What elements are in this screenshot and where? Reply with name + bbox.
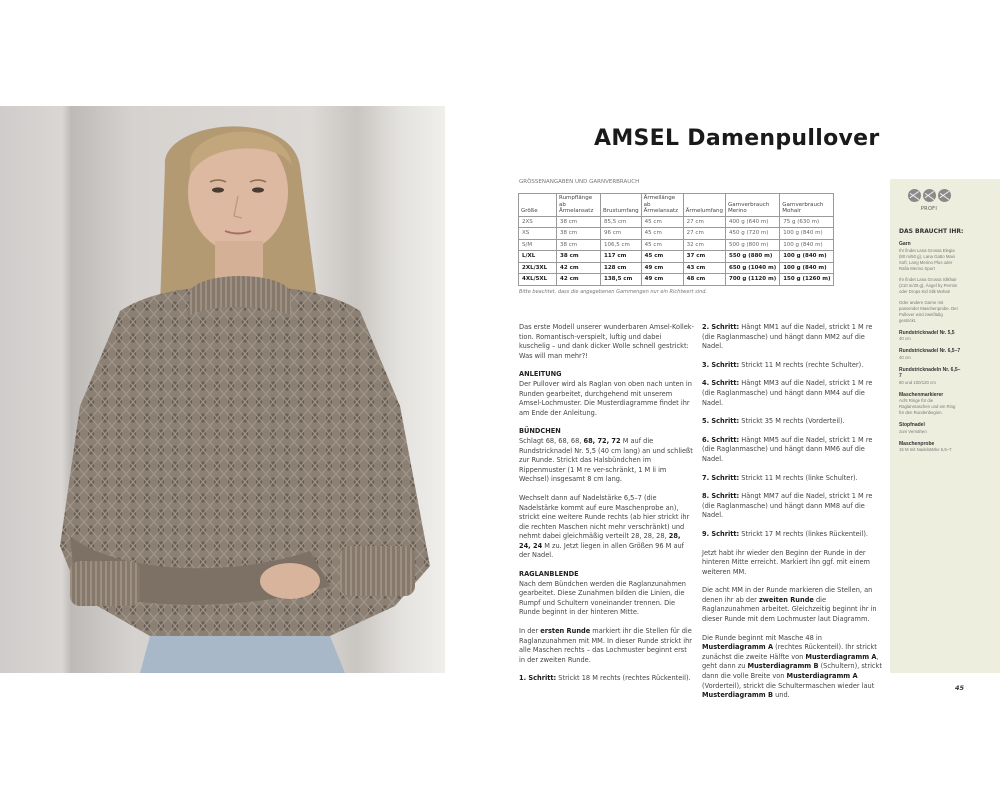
step-text: Hängt MM5 auf die Nadel, strickt 1 M re (die Raglanmasche) und hängt dann MM6 auf die Nadel. [702,435,873,463]
table-cell: 500 g (800 m) [726,239,780,251]
materials-text: Acht Ringe für die Raglanmaschen und ein Ring für den Rundenbeginn. [899,398,956,415]
step-7 [702,474,882,484]
materials-text: 15 M mit Nadelstärke 6,5–7 [899,447,952,452]
table-cell: 400 g (640 m) [726,216,780,228]
table-cell: 650 g (1040 m) [726,262,780,274]
materials-list [899,241,961,459]
table-cell: 38 cm [557,228,601,240]
step-text: Hängt MM7 auf die Nadel, strickt 1 M re (die Raglanmasche) und hängt dann MM8 auf die Nadel. [702,492,873,520]
materials-label: Stopfnadel [899,422,925,428]
text-span: Die acht MM in der Runde markieren die Stellen, an denen ihr ab der [702,586,873,604]
materials-label: Maschenprobe [899,440,935,447]
yarn-ball-icon [923,189,936,202]
table-cell: 100 g (840 m) [780,251,834,263]
step-label: 9. Schritt: [702,529,740,538]
table-cell: 100 g (840 m) [780,262,834,274]
section-heading-buendchen: BÜNDCHEN [519,427,561,436]
table-cell: 150 g (1260 m) [780,274,834,286]
table-cell: 100 g (840 m) [780,228,834,240]
step-9 [702,530,882,540]
materials-text: zum Vernähen [899,428,927,434]
text-span: die Raglanzunahmen arbeitet. Gleichzeitig beginnt ihr in dieser Runde mit dem Lochmuster laut Diagramm. [702,595,877,624]
header-cell: Ärmellänge ab Ärmelansatz [641,194,683,217]
step-label: 3. Schritt: [702,360,740,369]
table-cell: 27 cm [683,228,725,240]
text-span: Wechselt dann auf Nadelstärke 6,5–7 (die Nadelstärke kommt auf eure Maschenprobe an), strickt eine weitere Runde rechts (ab hier strickt ihr die rechten Maschen nicht mehr verschränkt) und nehmt dabei gleichmäßig verteilt 28, 28, 28, [519,493,690,541]
step-text: Hängt MM1 auf die Nadel, strickt 1 M re (die Raglanmasche) und hängt dann MM2 auf die Nadel. [702,323,873,351]
header-cell: Garnverbrauch Mohair [780,194,834,217]
step-5 [702,417,882,427]
table-heading: GRÖSSENANGABEN UND GARNVERBRAUCH [519,179,640,185]
model-photo [0,106,445,763]
step-text: Strickt 11 M rechts (rechte Schulter). [739,360,864,369]
yarn-ball-icon [938,189,951,202]
table-row [519,262,834,274]
text-column-right [702,323,882,710]
table-cell: 43 cm [683,262,725,274]
step-text: Strickt 11 M rechts (linke Schulter). [739,473,858,482]
text-span: (Vorderteil), strickt die Schultermaschen wieder laut [702,681,875,690]
bold-span: zweiten Runde [758,595,814,604]
step-8 [702,492,882,521]
raglan-paragraph: Nach dem Bündchen werden die Raglanzunahmen gearbeitet. Diese Zunahmen bilden die Linien, die Rumpf und Schultern voneinander trennen. Die Runde beginnt in der hinteren Mitte. [519,579,686,617]
table-cell: 49 cm [641,274,683,286]
table-cell: L/XL [519,251,557,263]
bold-span: Musterdiagramm A [805,652,877,661]
materials-label: Rundstricknadel Nr. 6,5–7 [899,348,961,354]
difficulty-level: PROFI [920,206,938,212]
step-label: 5. Schritt: [702,417,740,426]
mm-paragraph [702,586,882,624]
table-cell: 4XL/5XL [519,274,557,286]
table-cell: 100 g (840 m) [780,239,834,251]
bold-span: Musterdiagramm B [747,662,819,671]
materials-sidebar [890,179,1000,673]
photo-illustration [0,106,445,673]
text-span: In der [519,627,541,636]
table-cell: 106,5 cm [601,239,642,251]
materials-label: Maschenmarkierer [899,391,944,398]
table-cell: 45 cm [641,228,683,240]
materials-item-nadel-1 [899,330,961,343]
table-row [519,228,834,240]
materials-item-nadel-3 [899,367,961,386]
step-1 [519,674,694,684]
table-cell: 45 cm [641,251,683,263]
text-span: markiert ihr die Stellen für die Raglanzunahmen mit MM. In dieser Runde strickt ihr alle Maschen rechts – das Lochmuster beginnt erst in der zweiten Runde. [519,627,692,664]
step-label: 7. Schritt: [702,473,740,482]
step-label: 2. Schritt: [702,323,740,331]
text-span: (rechtes Rückenteil). Ihr strickt zunächst die zweite Hälfte von [702,643,877,661]
materials-item-marker [899,392,961,417]
materials-item-stopfnadel [899,422,961,435]
table-note: Bitte beachtet, dass die angegebenen Garnmengen nur ein Richtwert sind. [519,289,707,295]
table-cell: 2XL/3XL [519,262,557,274]
bold-span: 28, 24, 24 [519,532,681,550]
table-cell: 27 cm [683,216,725,228]
materials-text: 40 cm [899,354,911,360]
bold-span: ersten Runde [540,627,591,636]
header-cell: Brustumfang [601,194,642,217]
step-text: Hängt MM3 auf die Nadel, strickt 1 M re (die Raglanmasche) und hängt dann MM4 auf die Nadel. [702,379,873,407]
table-cell: 85,5 cm [601,216,642,228]
table-cell: 700 g (1120 m) [726,274,780,286]
table-cell: 38 cm [557,216,601,228]
photo-caption: Das Model trägt Größe S/M [8,755,103,763]
table-cell: 38 cm [557,251,601,263]
header-cell: Rumpflänge ab Ärmelansatz [557,194,601,217]
table-row [519,239,834,251]
anleitung-paragraph: Der Pullover wird als Raglan von oben nach unten in Runden gearbeitet, durchgehend mit unserem Amsel-Lochmuster. Die Musterdiagramme findet ihr am Ende der Anleitung. [519,379,692,417]
text-span: Schlagt 68, 68, 68, [519,436,584,445]
materials-label: Rundstricknadeln Nr. 6,5–7 [899,366,961,379]
page-number: 45 [955,684,965,692]
jetzt-paragraph: Jetzt habt ihr wieder den Beginn der Runde in der hinteren Mitte erreicht. Markiert ihn ggf. mit einem weiteren MM. [702,548,870,576]
materials-label: Rundstricknadel Nr. 5,5 [899,329,955,336]
step-label: 4. Schritt: [702,379,740,388]
table-cell: 38 cm [557,239,601,251]
bold-span: Musterdiagramm A [702,643,774,652]
step-3 [702,361,882,371]
intro-paragraph: Das erste Modell unserer wunderbaren Amsel-Kollek-tion. Romantisch-verspielt, luftig und dabei kuschelig – und dank dicker Wolle schnell gestrickt: Was will man mehr?! [519,323,695,360]
table-cell: 32 cm [683,239,725,251]
materials-text: Ihr findet Lana Grossa Silkhair (210 m/25 g), Ángel by Permin oder Drops Kid Silk Mohair [899,276,958,294]
step-4 [702,379,882,408]
buendchen-paragraph [519,437,694,485]
table-cell: 42 cm [557,262,601,274]
table-cell: 48 cm [683,274,725,286]
bold-span: Musterdiagramm A [786,672,858,681]
yarn-ball-icon [908,189,921,202]
table-row [519,216,834,228]
table-cell: 45 cm [641,216,683,228]
text-span: und. [772,691,790,700]
table-row [519,274,834,286]
wechselt-paragraph [519,494,694,561]
header-cell: Garnverbrauch Merino [726,194,780,217]
materials-label: Garn [899,241,911,247]
step-text: Strickt 35 M rechts (Vorderteil). [739,417,845,426]
materials-text: 80 und 100/120 cm [899,379,936,385]
text-span: (Schultern), strickt dann die volle Breite von [702,662,882,681]
materials-item-garn [899,241,961,324]
table-row [519,251,834,263]
table-cell: 42 cm [557,274,601,286]
text-span: Die Runde beginnt mit Masche 48 in [702,633,822,642]
table-cell: 45 cm [641,239,683,251]
table-cell: 37 cm [683,251,725,263]
size-table [518,193,834,286]
header-cell: Größe [519,194,557,217]
bold-span: 68, 72, 72 [583,436,621,445]
table-cell: 117 cm [601,251,642,263]
materials-item-maschenprobe [899,441,961,454]
erste-runde-paragraph [519,627,694,665]
table-cell: XS [519,228,557,240]
step-6 [702,436,882,465]
section-heading-raglan: RAGLANBLENDE [519,570,579,579]
step-label: 1. Schritt: [519,674,557,683]
table-cell: S/M [519,239,557,251]
table-cell: 2XS [519,216,557,228]
difficulty-icons [908,189,951,202]
header-cell: Ärmelumfang [683,194,725,217]
text-span: M zu. Jetzt liegen in allen Größen 96 M auf der Nadel. [519,541,684,560]
materials-text: Ihr findet Lana Grossa Elegia (80 m/50 g), Lana Gatto Maxi Soft, Lang Merino Plus oder Rafia Merino Sport [899,247,955,271]
step-text: Strickt 17 M rechts (linkes Rückenteil). [739,529,869,538]
text-span: , geht dann zu [702,652,879,671]
table-cell: 138,5 cm [601,274,642,286]
bold-span: Musterdiagramm B [702,691,773,700]
materials-text: 40 cm [899,336,911,341]
musterdiagramm-paragraph [702,634,882,701]
text-column-left [519,323,694,693]
table-cell: 128 cm [601,262,642,274]
table-cell: 550 g (880 m) [726,251,780,263]
step-label: 8. Schritt: [702,492,740,501]
sidebar-heading: DAS BRAUCHT IHR: [899,228,964,235]
section-heading-anleitung: ANLEITUNG [519,370,562,379]
materials-item-nadel-2 [899,348,961,361]
table-cell: 75 g (630 m) [780,216,834,228]
step-text: Strickt 18 M rechts (rechtes Rückenteil). [556,674,691,683]
text-span: M auf die Rundstricknadel Nr. 5,5 (40 cm lang) an und schließt zur Runde. Strickt das Halsbündchen im Rippenmuster (1 M re ver-schränkt, 1 M li im Wechsel) insgesamt 8 cm lang. [519,436,693,484]
step-2 [702,323,882,352]
page-title: AMSEL Damenpullover [594,126,880,151]
table-cell: 49 cm [641,262,683,274]
table-cell: 450 g (720 m) [726,228,780,240]
materials-text: Oder andere Garne mit passender Maschenprobe. Der Pullover wird zweifädig gestrickt. [899,299,958,323]
step-label: 6. Schritt: [702,435,740,444]
table-header-row [519,194,834,217]
table-cell: 96 cm [601,228,642,240]
